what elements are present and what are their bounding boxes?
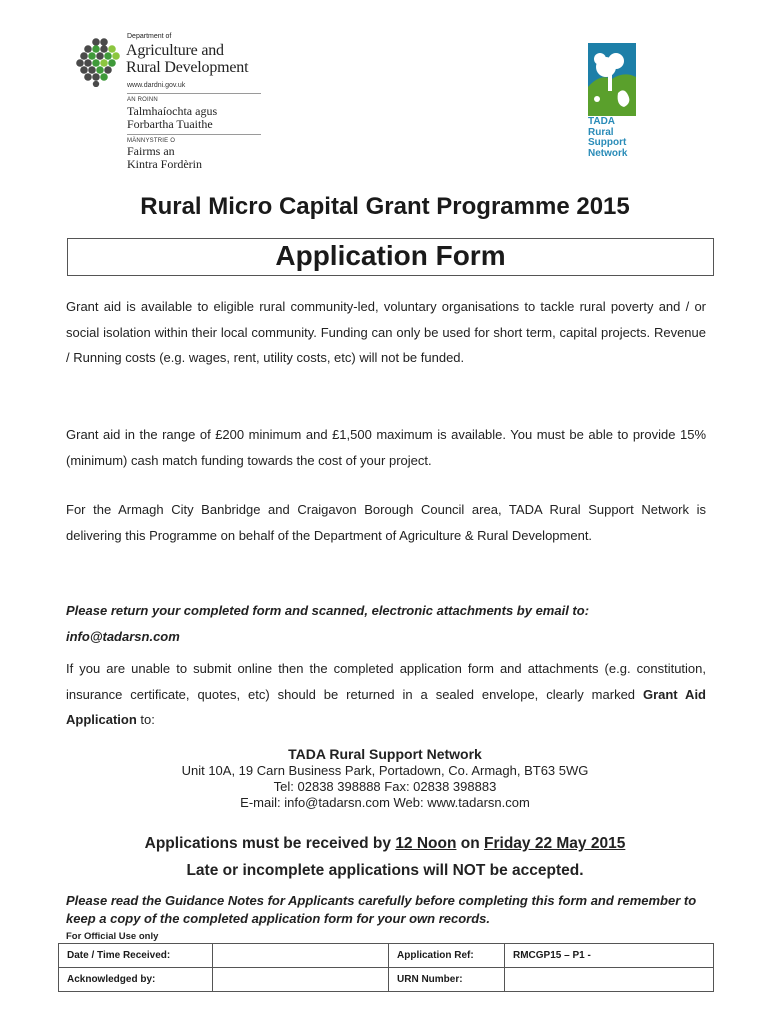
deadline-time: 12 Noon [395, 835, 457, 852]
dard-irish-line2: Forbartha Tuaithe [127, 117, 213, 131]
form-title: Application Form [275, 240, 506, 271]
dard-scots-prefix: MÄNNYSTRIE O [127, 138, 176, 144]
tada-line2: Rural [588, 126, 614, 138]
official-use-label: For Official Use only [66, 931, 159, 942]
acknowledged-by-field[interactable] [213, 968, 389, 992]
dard-scots-line1: Fairms an [127, 144, 175, 158]
postal-paragraph [66, 656, 706, 733]
postal-text-bold: Grant Aid Application [66, 686, 706, 727]
return-line: Please return your completed form and scanned, electronic attachments by email to: [66, 603, 590, 618]
dard-scots-name [127, 145, 202, 171]
dard-divider [127, 134, 261, 135]
delivery-paragraph: For the Armagh City Banbridge and Craigavon Borough Council area, TADA Rural Support Network is delivering this Programme on behalf of the Department of Agriculture & Rural Development. [66, 502, 706, 543]
urn-number-label: URN Number: [389, 968, 505, 992]
postal-text-start: If you are unable to submit online then the completed application form and attachments (e.g. constitution, insurance certificate, quotes, etc) should be returned in a sealed envelope, clearly marked [66, 661, 706, 702]
programme-year: 2015 [576, 193, 630, 220]
table-row [59, 944, 714, 968]
dard-department-of: Department of [127, 33, 172, 40]
address-org: TADA Rural Support Network [288, 746, 482, 762]
tada-line4: Network [588, 147, 628, 159]
urn-number-field[interactable] [505, 968, 714, 992]
programme-name: Rural Micro Capital Grant Programme [140, 193, 570, 220]
dard-divider [127, 93, 261, 94]
return-email[interactable]: info@tadarsn.com [66, 628, 180, 644]
deadline-prefix: Applications must be received by [144, 835, 396, 852]
dard-scots-line2: Kintra Fordèrin [127, 157, 202, 171]
application-ref-label: Application Ref: [389, 944, 505, 968]
table-row [59, 968, 714, 992]
late-warning: Late or incomplete applications will NOT be accepted. [186, 862, 584, 879]
grant-range-paragraph: Grant aid in the range of £200 minimum and £1,500 maximum is available. You must be able to provide 15% (minimum) cash match funding towards the cost of your project. [66, 427, 706, 468]
address-line3: E-mail: info@tadarsn.com Web: www.tadarsn.com [240, 795, 530, 810]
page-title [0, 193, 770, 221]
tada-line3: Support [588, 137, 627, 148]
tada-logo-text [588, 117, 627, 159]
tada-line1: TADA [588, 116, 616, 127]
dard-name-line2: Rural Development [126, 59, 249, 76]
deadline-date: Friday 22 May 2015 [484, 835, 626, 852]
address-line2: Tel: 02838 398888 Fax: 02838 398883 [273, 779, 497, 794]
postal-text-end: to: [136, 712, 155, 727]
acknowledged-by-label: Acknowledged by: [59, 968, 213, 992]
return-instruction [66, 598, 706, 649]
application-ref-value[interactable]: RMCGP15 – P1 - [505, 944, 714, 968]
eligibility-paragraph: Grant aid is available to eligible rural community-led, voluntary organisations to tackle rural poverty and / or social isolation within their local community. Funding can only be used for short term, capital projects. Revenue / Running costs (e.g. wages, rent, utility costs, etc) will not be funded. [66, 299, 706, 365]
tada-tree-logo-icon [588, 43, 636, 116]
date-received-field[interactable] [213, 944, 389, 968]
address-block [0, 745, 770, 811]
dard-name [126, 42, 248, 76]
deadline-mid: on [456, 835, 485, 852]
dard-hexagon-logo-icon [76, 37, 122, 87]
address-line1: Unit 10A, 19 Carn Business Park, Portadown, Co. Armagh, BT63 5WG [181, 763, 589, 778]
date-received-label: Date / Time Received: [59, 944, 213, 968]
dard-irish-prefix: AN ROINN [127, 97, 158, 103]
dard-irish-name [127, 105, 217, 131]
dard-website: www.dardni.gov.uk [127, 82, 186, 89]
official-use-table [58, 943, 714, 992]
deadline-line [0, 835, 770, 853]
dard-irish-line1: Talmhaíochta agus [127, 104, 218, 118]
guidance-note: Please read the Guidance Notes for Applicants carefully before completing this form and remember to keep a copy of the completed application form for your own records. [66, 893, 697, 926]
dard-name-line1: Agriculture and [126, 42, 224, 59]
